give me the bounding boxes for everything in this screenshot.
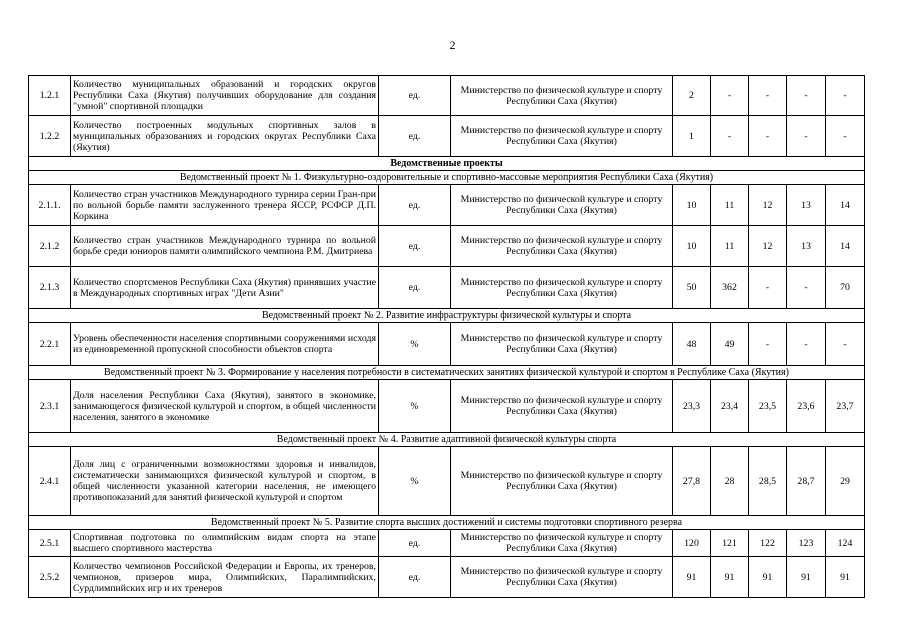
- value-cell: 27,8: [673, 447, 711, 516]
- value-cell: 2: [673, 76, 711, 116]
- table-row: [29, 185, 865, 226]
- project-title: Ведомственный проект № 3. Формирование у населения потребности в систематических занятиях физической культурой и спортом в Республике Саха (Якутия): [29, 366, 865, 380]
- indicator-name: Спортивная подготовка по олимпийским видам спорта на этапе высшего спортивного мастерства: [71, 530, 379, 557]
- indicator-number: 2.3.1: [29, 380, 71, 433]
- value-cell: 120: [673, 530, 711, 557]
- indicator-name: Количество муниципальных образований и городских округов Республики Саха (Якутия) получивших оборудование для создания "умной" спортивной площадки: [71, 76, 379, 116]
- project-header-row: [29, 366, 865, 380]
- unit-cell: %: [379, 380, 451, 433]
- value-cell: -: [787, 267, 826, 309]
- responsible-cell: Министерство по физической культуре и спорту Республики Саха (Якутия): [451, 557, 673, 598]
- unit-cell: ед.: [379, 557, 451, 598]
- project-header-row: [29, 171, 865, 185]
- value-cell: 13: [787, 185, 826, 226]
- unit-cell: ед.: [379, 226, 451, 267]
- indicator-number: 2.5.1: [29, 530, 71, 557]
- value-cell: -: [711, 116, 749, 157]
- value-cell: 23,6: [787, 380, 826, 433]
- indicator-name: Уровень обеспеченности населения спортивными сооружениями исходя из единовременной пропускной способности объектов спорта: [71, 323, 379, 366]
- indicator-number: 2.2.1: [29, 323, 71, 366]
- table-row: [29, 557, 865, 598]
- value-cell: -: [787, 323, 826, 366]
- value-cell: 29: [826, 447, 865, 516]
- value-cell: 11: [711, 226, 749, 267]
- value-cell: -: [749, 267, 787, 309]
- unit-cell: ед.: [379, 267, 451, 309]
- value-cell: 14: [826, 226, 865, 267]
- value-cell: 12: [749, 226, 787, 267]
- value-cell: 28,5: [749, 447, 787, 516]
- value-cell: 10: [673, 185, 711, 226]
- indicator-name: Количество построенных модульных спортивных залов в муниципальных образованиях и городских округах Республики Саха (Якутия): [71, 116, 379, 157]
- table-row: [29, 76, 865, 116]
- responsible-cell: Министерство по физической культуре и спорту Республики Саха (Якутия): [451, 267, 673, 309]
- project-title: Ведомственный проект № 1. Физкультурно-оздоровительные и спортивно-массовые мероприятия Республики Саха (Якутия): [29, 171, 865, 185]
- unit-cell: ед.: [379, 185, 451, 226]
- value-cell: -: [749, 323, 787, 366]
- value-cell: 123: [787, 530, 826, 557]
- value-cell: 362: [711, 267, 749, 309]
- responsible-cell: Министерство по физической культуре и спорту Республики Саха (Якутия): [451, 447, 673, 516]
- section-title: Ведомственные проекты: [29, 157, 865, 171]
- project-title: Ведомственный проект № 5. Развитие спорта высших достижений и системы подготовки спортивного резерва: [29, 516, 865, 530]
- value-cell: -: [826, 323, 865, 366]
- table-row: [29, 530, 865, 557]
- project-title: Ведомственный проект № 4. Развитие адаптивной физической культуры спорта: [29, 433, 865, 447]
- value-cell: 28: [711, 447, 749, 516]
- table-row: [29, 447, 865, 516]
- unit-cell: ед.: [379, 530, 451, 557]
- page-number: 2: [449, 38, 456, 52]
- project-title: Ведомственный проект № 2. Развитие инфраструктуры физической культуры и спорта: [29, 309, 865, 323]
- project-header-row: [29, 433, 865, 447]
- value-cell: -: [787, 116, 826, 157]
- value-cell: 10: [673, 226, 711, 267]
- value-cell: 91: [749, 557, 787, 598]
- value-cell: -: [826, 116, 865, 157]
- value-cell: 23,5: [749, 380, 787, 433]
- value-cell: 28,7: [787, 447, 826, 516]
- unit-cell: ед.: [379, 76, 451, 116]
- value-cell: 91: [711, 557, 749, 598]
- responsible-cell: Министерство по физической культуре и спорту Республики Саха (Якутия): [451, 226, 673, 267]
- unit-cell: ед.: [379, 116, 451, 157]
- section-header-row: [29, 157, 865, 171]
- table-row: [29, 116, 865, 157]
- indicator-name: Количество спортсменов Республики Саха (Якутия) принявших участие в Международных спортивных играх "Дети Азии": [71, 267, 379, 309]
- indicator-number: 2.4.1: [29, 447, 71, 516]
- indicator-number: 1.2.1: [29, 76, 71, 116]
- value-cell: 91: [673, 557, 711, 598]
- indicator-number: 2.5.2: [29, 557, 71, 598]
- indicators-table: [28, 75, 865, 598]
- value-cell: 13: [787, 226, 826, 267]
- value-cell: -: [826, 76, 865, 116]
- value-cell: -: [749, 116, 787, 157]
- table-row: [29, 226, 865, 267]
- unit-cell: %: [379, 323, 451, 366]
- responsible-cell: Министерство по физической культуре и спорту Республики Саха (Якутия): [451, 76, 673, 116]
- value-cell: 91: [787, 557, 826, 598]
- responsible-cell: Министерство по физической культуре и спорту Республики Саха (Якутия): [451, 116, 673, 157]
- value-cell: 122: [749, 530, 787, 557]
- indicator-name: Количество стран участников Международного турнира серии Гран-при по вольной борьбе памяти заслуженного тренера ЯССР, РСФСР Д.П. Коркина: [71, 185, 379, 226]
- value-cell: 11: [711, 185, 749, 226]
- value-cell: 124: [826, 530, 865, 557]
- indicator-name: Количество стран участников Международного турнира по вольной борьбе среди юниоров памяти олимпийского чемпиона Р.М. Дмитриева: [71, 226, 379, 267]
- value-cell: -: [787, 76, 826, 116]
- table-row: [29, 380, 865, 433]
- responsible-cell: Министерство по физической культуре и спорту Республики Саха (Якутия): [451, 380, 673, 433]
- value-cell: 23,4: [711, 380, 749, 433]
- project-header-row: [29, 309, 865, 323]
- responsible-cell: Министерство по физической культуре и спорту Республики Саха (Якутия): [451, 530, 673, 557]
- value-cell: 23,3: [673, 380, 711, 433]
- indicator-name: Доля населения Республики Саха (Якутия), занятого в экономике, занимающегося физической культурой и спортом, в общей численности населения, занятого в экономике: [71, 380, 379, 433]
- responsible-cell: Министерство по физической культуре и спорту Республики Саха (Якутия): [451, 185, 673, 226]
- value-cell: 12: [749, 185, 787, 226]
- indicator-name: Доля лиц с ограниченными возможностями здоровья и инвалидов, систематически занимающихся физической культурой и спортом, в общей численности указанной категории населения, не имеющего противопоказаний для занятий физической культурой и спортом: [71, 447, 379, 516]
- value-cell: 23,7: [826, 380, 865, 433]
- value-cell: 70: [826, 267, 865, 309]
- table-row: [29, 323, 865, 366]
- value-cell: 49: [711, 323, 749, 366]
- indicator-number: 2.1.2: [29, 226, 71, 267]
- project-header-row: [29, 516, 865, 530]
- indicator-number: 2.1.3: [29, 267, 71, 309]
- value-cell: -: [749, 76, 787, 116]
- value-cell: 1: [673, 116, 711, 157]
- indicator-number: 2.1.1.: [29, 185, 71, 226]
- value-cell: 121: [711, 530, 749, 557]
- table-row: [29, 267, 865, 309]
- value-cell: 50: [673, 267, 711, 309]
- responsible-cell: Министерство по физической культуре и спорту Республики Саха (Якутия): [451, 323, 673, 366]
- indicator-name: Количество чемпионов Российской Федерации и Европы, их тренеров, чемпионов, призеров мира, Олимпийских, Паралимпийских, Сурдлимпийских игр и их тренеров: [71, 557, 379, 598]
- value-cell: 91: [826, 557, 865, 598]
- unit-cell: %: [379, 447, 451, 516]
- value-cell: 48: [673, 323, 711, 366]
- value-cell: 14: [826, 185, 865, 226]
- indicator-number: 1.2.2: [29, 116, 71, 157]
- value-cell: -: [711, 76, 749, 116]
